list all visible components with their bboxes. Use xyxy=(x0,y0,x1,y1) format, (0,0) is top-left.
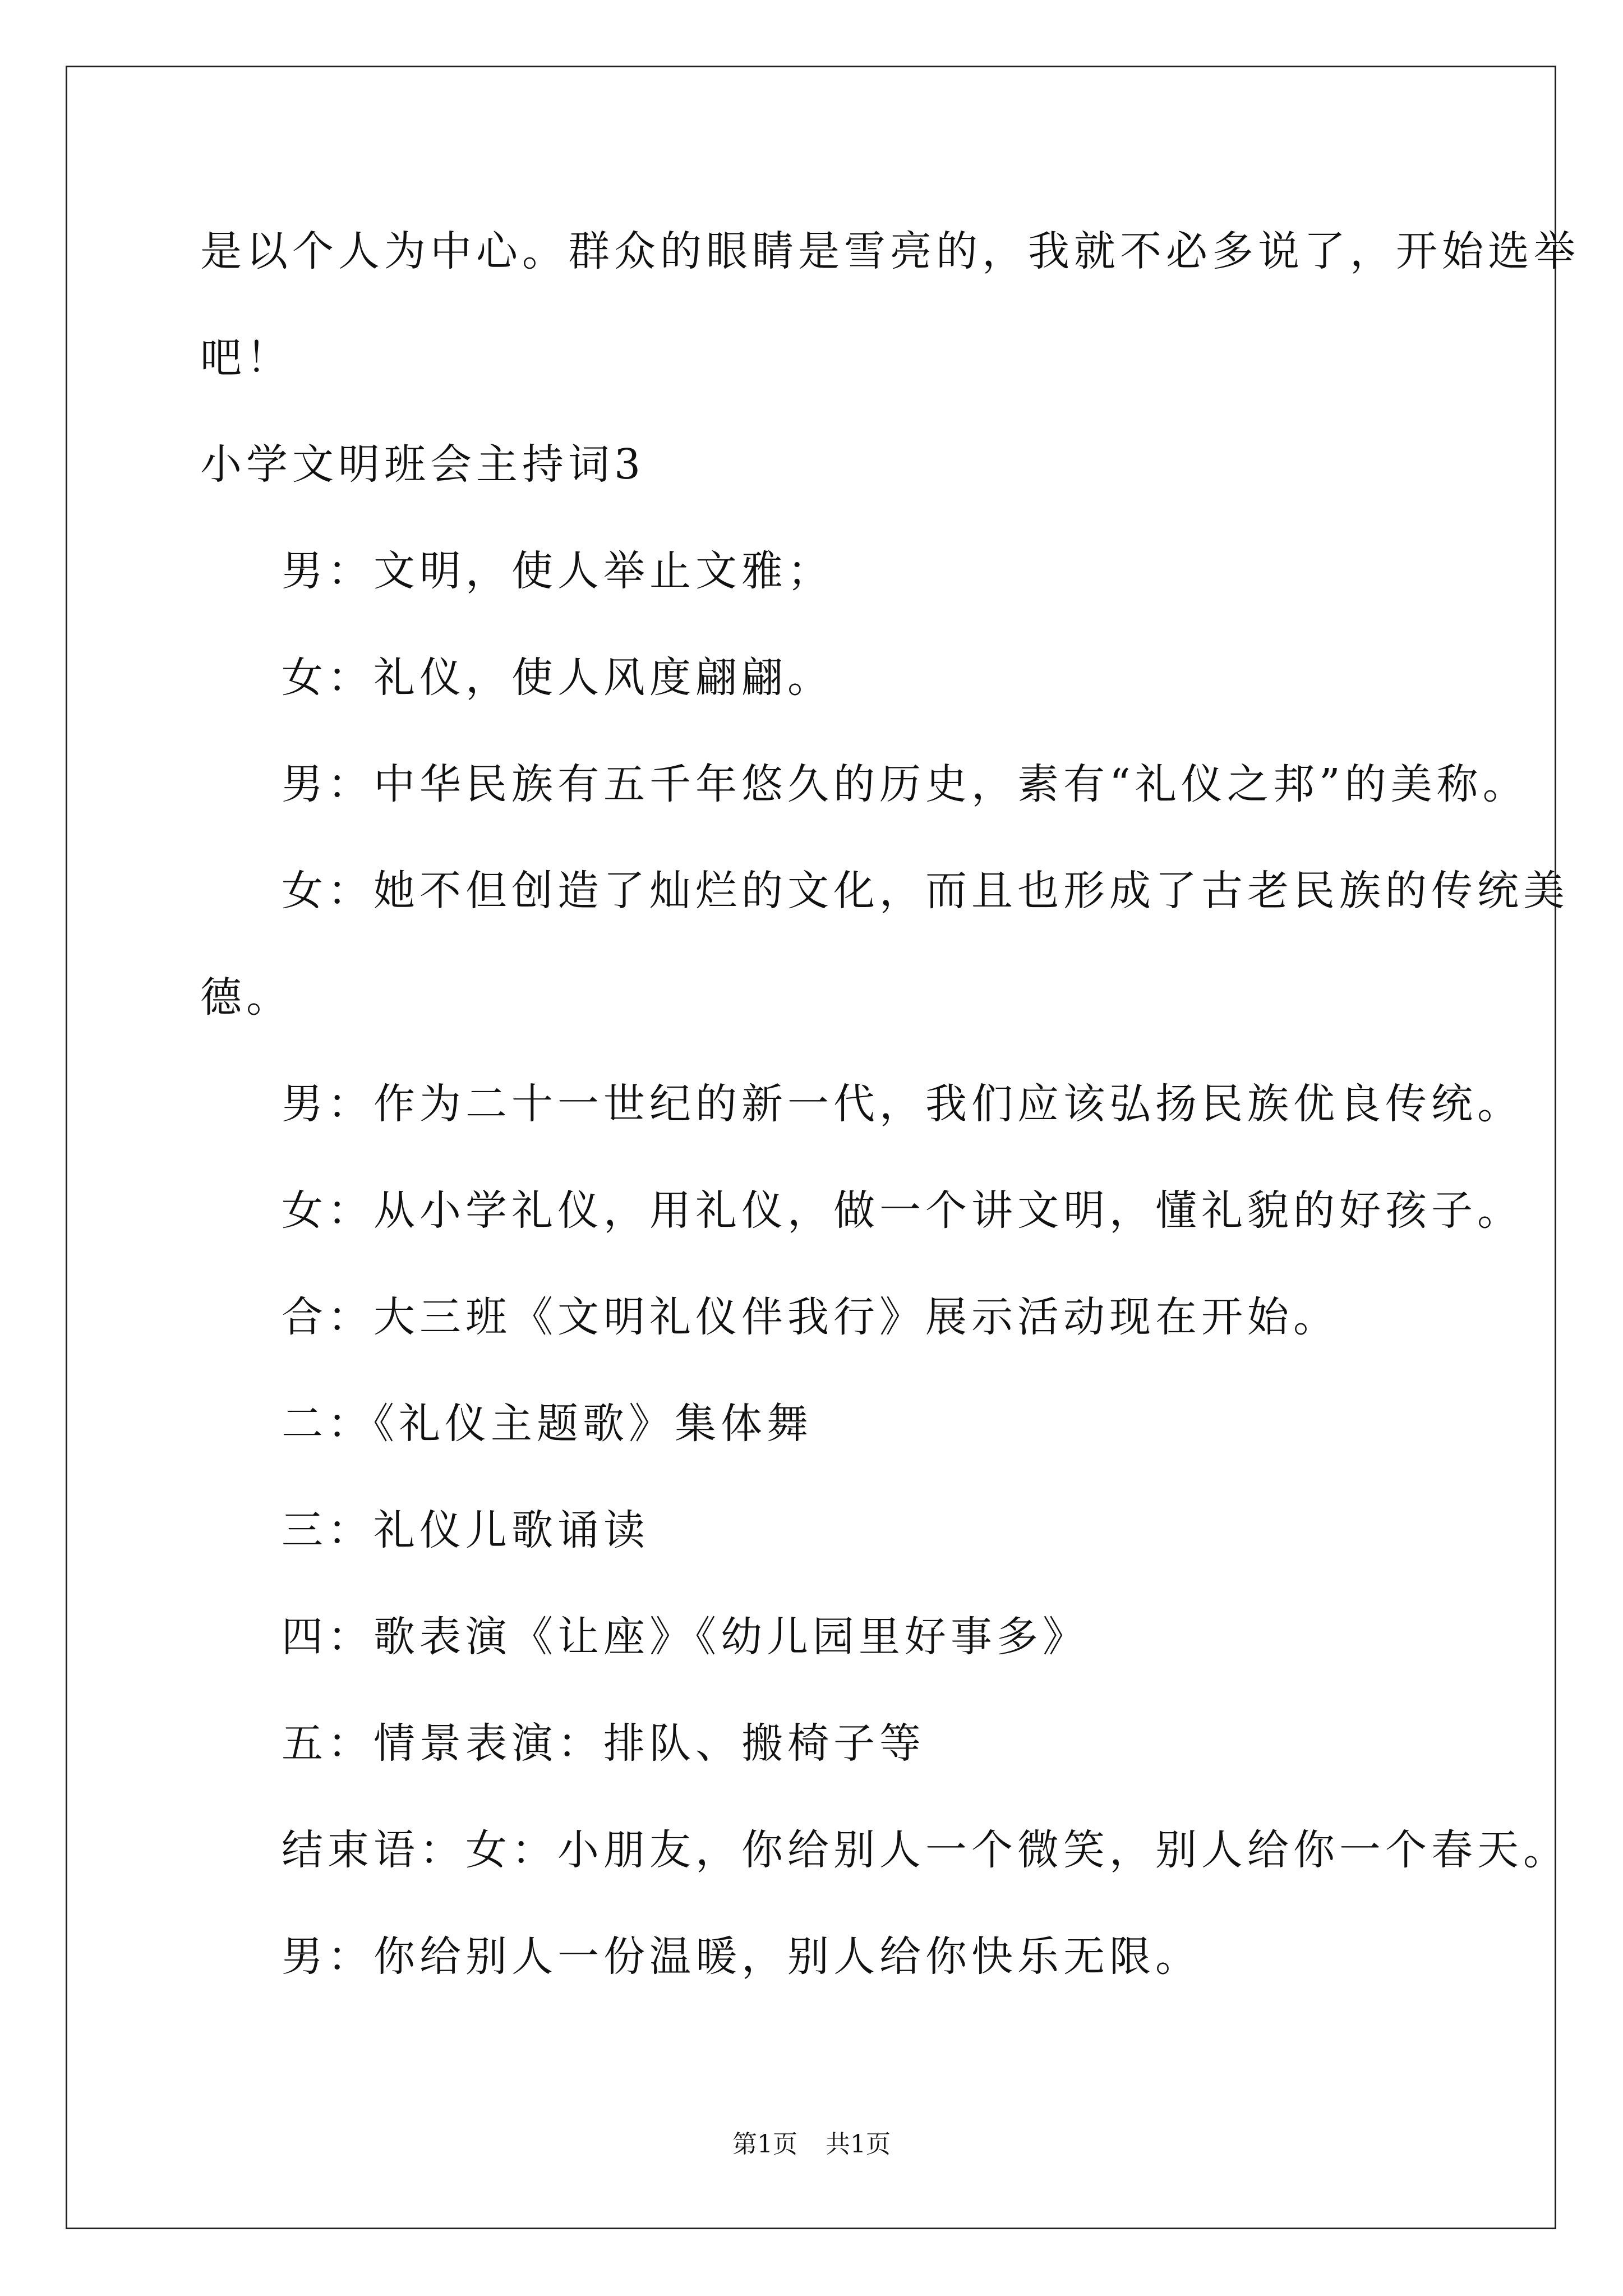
text-line: 男：中华民族有五千年悠久的历史，素有“礼仪之邦”的美称。 xyxy=(282,760,1529,808)
text-line: 德。 xyxy=(200,973,292,1022)
text-line: 五：情景表演：排队、搬椅子等 xyxy=(282,1719,925,1768)
text-line: 女：从小学礼仪，用礼仪，做一个讲文明，懂礼貌的好孩子。 xyxy=(282,1186,1523,1235)
text-line: 结束语：女：小朋友，你给别人一个微笑，别人给你一个春天。 xyxy=(282,1826,1569,1874)
section-heading: 小学文明班会主持词3 xyxy=(200,440,645,489)
text-line: 女：礼仪，使人风度翩翩。 xyxy=(282,654,833,702)
text-line: 男：你给别人一份温暖，别人给你快乐无限。 xyxy=(282,1932,1201,1981)
text-line: 合：大三班《文明礼仪伴我行》展示活动现在开始。 xyxy=(282,1293,1339,1341)
text-line: 三：礼仪儿歌诵读 xyxy=(282,1506,649,1554)
text-line: 四：歌表演《让座》《幼儿园里好事多》 xyxy=(282,1613,1089,1661)
text-line: 男：作为二十一世纪的新一代，我们应该弘扬民族优良传统。 xyxy=(282,1080,1523,1128)
text-line: 是以个人为中心。群众的眼睛是雪亮的，我就不必多说了，开始选举 xyxy=(200,227,1580,275)
text-line: 女：她不但创造了灿烂的文化，而且也形成了古老民族的传统美 xyxy=(282,867,1569,915)
text-line: 男：文明，使人举止文雅； xyxy=(282,547,833,595)
page-footer xyxy=(0,2131,1623,2159)
page-number: 第1页 xyxy=(732,2130,797,2159)
text-line: 吧！ xyxy=(200,334,292,382)
page-border xyxy=(66,66,1556,2229)
page-total: 共1页 xyxy=(826,2130,891,2159)
text-line: 二：《礼仪主题歌》集体舞 xyxy=(282,1400,813,1448)
